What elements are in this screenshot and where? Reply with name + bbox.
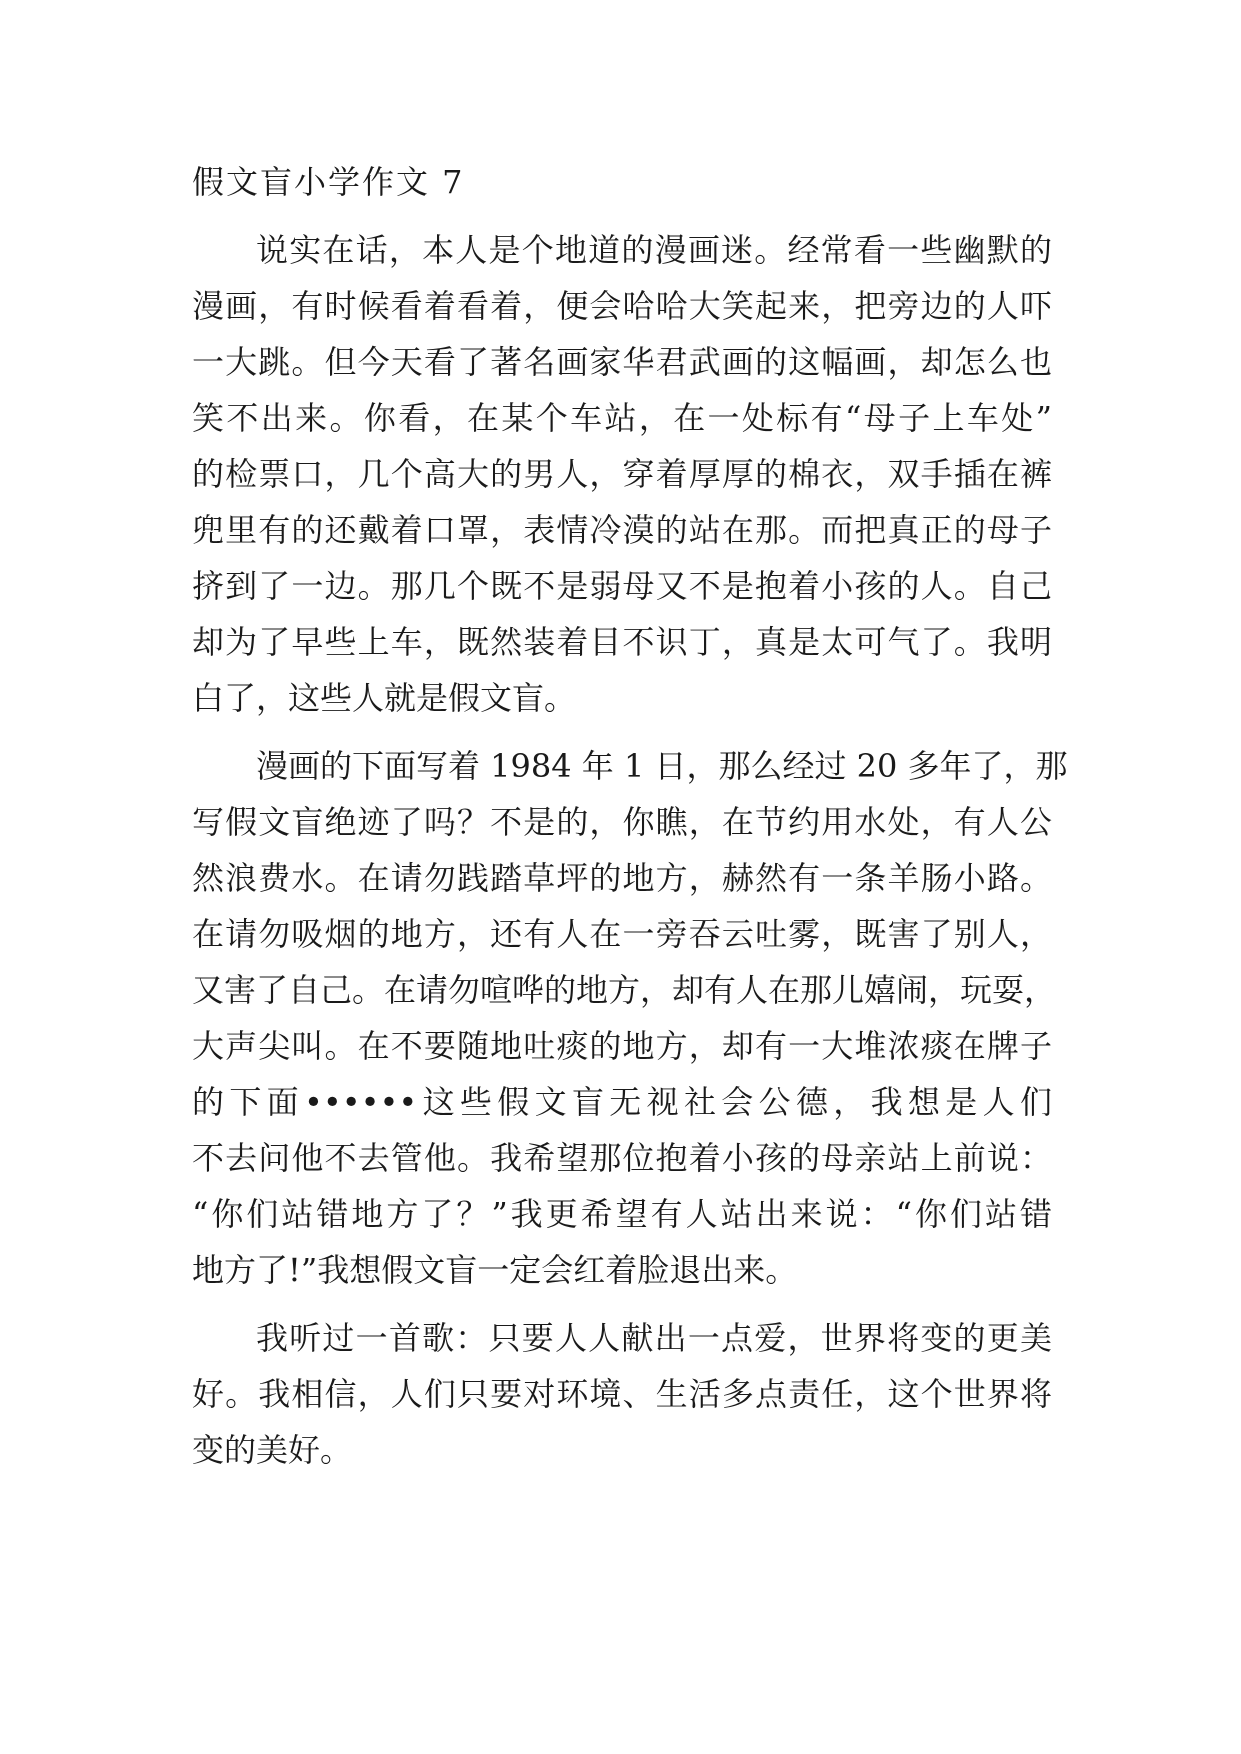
paragraph-2-line-1: 漫画的下面写着 1984 年 1 日，那么经过 20 多年了，那 <box>256 747 1068 785</box>
paragraph-1-line-8: 却为了早些上车，既然装着目不识丁，真是太可气了。我明 <box>192 623 1052 661</box>
paragraph-1-line-3: 一大跳。但今天看了著名画家华君武画的这幅画，却怎么也 <box>192 343 1052 381</box>
document-title: 假文盲小学作文 7 <box>192 163 465 201</box>
paragraph-3-line-2: 好。我相信，人们只要对环境、生活多点责任，这个世界将 <box>192 1375 1052 1413</box>
paragraph-1-line-5: 的检票口，几个高大的男人，穿着厚厚的棉衣，双手插在裤 <box>192 455 1052 493</box>
paragraph-2-line-8: 不去问他不去管他。我希望那位抱着小孩的母亲站上前说： <box>192 1139 1052 1177</box>
paragraph-2-line-10: 地方了!”我想假文盲一定会红着脸退出来。 <box>192 1251 798 1289</box>
paragraph-2-line-5: 又害了自己。在请勿喧哗的地方，却有人在那儿嬉闹，玩耍， <box>192 971 1057 1009</box>
paragraph-1-line-2: 漫画，有时候看着看着，便会哈哈大笑起来，把旁边的人吓 <box>192 287 1052 325</box>
paragraph-1-line-7: 挤到了一边。那几个既不是弱母又不是抱着小孩的人。自己 <box>192 567 1052 605</box>
paragraph-2-line-6: 大声尖叫。在不要随地吐痰的地方，却有一大堆浓痰在牌子 <box>192 1027 1052 1065</box>
paragraph-1-line-1: 说实在话，本人是个地道的漫画迷。经常看一些幽默的 <box>256 231 1052 269</box>
paragraph-2-line-9: “你们站错地方了？”我更希望有人站出来说：“你们站错 <box>192 1195 1052 1233</box>
paragraph-2-line-3: 然浪费水。在请勿践踏草坪的地方，赫然有一条羊肠小路。 <box>192 859 1052 897</box>
paragraph-3-line-1: 我听过一首歌：只要人人献出一点爱，世界将变的更美 <box>256 1319 1052 1357</box>
paragraph-2-line-2: 写假文盲绝迹了吗？不是的，你瞧，在节约用水处，有人公 <box>192 803 1052 841</box>
paragraph-1-line-9: 白了，这些人就是假文盲。 <box>192 679 577 717</box>
paragraph-1-line-4: 笑不出来。你看，在某个车站，在一处标有“母子上车处” <box>192 399 1052 437</box>
paragraph-2-line-4: 在请勿吸烟的地方，还有人在一旁吞云吐雾，既害了别人， <box>192 915 1052 953</box>
paragraph-2-line-7: 的下面••••••这些假文盲无视社会公德，我想是人们 <box>192 1083 1052 1121</box>
paragraph-3-line-3: 变的美好。 <box>192 1431 353 1469</box>
paragraph-1-line-6: 兜里有的还戴着口罩，表情冷漠的站在那。而把真正的母子 <box>192 511 1052 549</box>
